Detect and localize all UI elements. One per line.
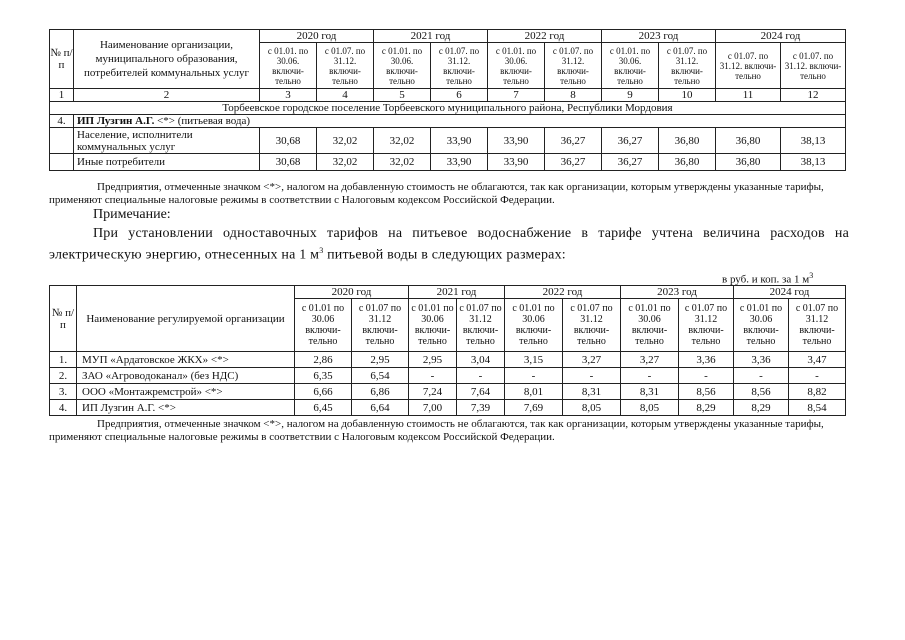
tariff-value: 33,90	[431, 154, 488, 171]
cost-value: 6,35	[295, 368, 352, 384]
header-period: с 01.01 по 30.06 включи-тельно	[621, 299, 679, 352]
column-number: 12	[781, 89, 846, 102]
column-number: 4	[317, 89, 374, 102]
cost-value: -	[505, 368, 563, 384]
header-period: с 01.07 по 31.12 включи-тельно	[679, 299, 734, 352]
column-number: 9	[602, 89, 659, 102]
header-period: с 01.07 по 31.12 включи-тельно	[352, 299, 409, 352]
header-num: № п/п	[50, 286, 77, 352]
cost-value: 2,95	[409, 352, 457, 368]
tariff-value: 38,13	[781, 128, 846, 154]
header-period: с 01.01 по 30.06 включи-тельно	[505, 299, 563, 352]
header-period: с 01.07 по 31.12 включи-тельно	[563, 299, 621, 352]
org-name: ИП Лузгин А.Г.	[77, 115, 155, 127]
column-number: 2	[74, 89, 260, 102]
row-label: Население, исполнители коммунальных услуг	[74, 128, 260, 154]
cost-value: 3,27	[563, 352, 621, 368]
tariff-value: 30,68	[260, 154, 317, 171]
cost-value: -	[409, 368, 457, 384]
header-period: с 01.01 по 30.06 включи-тельно	[409, 299, 457, 352]
header-period: с 01.01. по 30.06. включи-тельно	[488, 43, 545, 89]
column-number: 5	[374, 89, 431, 102]
cost-value: 8,82	[789, 384, 846, 400]
cost-value: 8,01	[505, 384, 563, 400]
header-org: Наименование организации, муниципального образования, потребителей коммунальных услуг	[74, 30, 260, 89]
header-year: 2020 год	[295, 286, 409, 299]
tariff-value: 32,02	[317, 128, 374, 154]
row-label: Иные потребители	[74, 154, 260, 171]
cost-value: 8,56	[679, 384, 734, 400]
tariff-value: 38,13	[781, 154, 846, 171]
cost-value: 3,47	[789, 352, 846, 368]
org-suffix: <*> (питьевая вода)	[154, 115, 251, 127]
header-year: 2021 год	[409, 286, 505, 299]
header-year: 2023 год	[602, 30, 716, 43]
cost-value: 7,39	[457, 400, 505, 416]
column-number: 7	[488, 89, 545, 102]
tariff-value: 36,27	[602, 128, 659, 154]
tariff-value: 36,80	[716, 154, 781, 171]
header-period: с 01.07. по 31.12. включи-тельно	[545, 43, 602, 89]
tariff-value: 33,90	[431, 128, 488, 154]
cost-value: 7,69	[505, 400, 563, 416]
header-period: с 01.07. по 31.12. включи-тельно	[659, 43, 716, 89]
tariff-value: 36,27	[602, 154, 659, 171]
cost-value: 3,36	[734, 352, 789, 368]
header-year: 2022 год	[505, 286, 621, 299]
tariff-value: 36,80	[659, 128, 716, 154]
org-name: ЗАО «Агроводоканал» (без НДС)	[77, 368, 295, 384]
cost-value: -	[621, 368, 679, 384]
footnote-1: Предприятия, отмеченные значком <*>, налогом на добавленную стоимость не облагаются, так как организации, которым утверждены указанные тарифы, применяют специальные налоговые режимы в соответствии с Налоговым кодексом Российской Федерации.	[49, 181, 824, 206]
header-period: с 01.01. по 30.06. включи-тельно	[602, 43, 659, 89]
cost-value: -	[563, 368, 621, 384]
cost-value: 3,15	[505, 352, 563, 368]
unit-label: в руб. и коп. за 1 $м^3$	[722, 271, 814, 286]
row-number: 1.	[50, 352, 77, 368]
cost-value: 7,24	[409, 384, 457, 400]
cost-value: 7,00	[409, 400, 457, 416]
table-row	[50, 400, 846, 416]
row-number: 4.	[50, 400, 77, 416]
column-number: 8	[545, 89, 602, 102]
cost-value: 6,64	[352, 400, 409, 416]
cost-value: 6,86	[352, 384, 409, 400]
cost-value: 8,31	[621, 384, 679, 400]
cost-value: 6,54	[352, 368, 409, 384]
cost-value: 3,27	[621, 352, 679, 368]
row-number: 3.	[50, 384, 77, 400]
note-paragraph: При установлении одноставочных тарифов на питьевое водоснабжение в тарифе учтена величина расходов на электрическую энергию, отнесенных на 1 $м^3$ питьевой воды в следующих размерах:	[49, 226, 849, 263]
cost-value: 8,29	[734, 400, 789, 416]
header-year: 2020 год	[260, 30, 374, 43]
tariff-table	[49, 29, 846, 171]
tariff-value: 36,27	[545, 154, 602, 171]
org-row	[74, 115, 846, 128]
tariff-value: 36,80	[659, 154, 716, 171]
tariff-value: 33,90	[488, 128, 545, 154]
cost-value: 3,04	[457, 352, 505, 368]
column-number: 3	[260, 89, 317, 102]
tariff-value: 32,02	[317, 154, 374, 171]
cost-value: 2,95	[352, 352, 409, 368]
cost-value: -	[734, 368, 789, 384]
org-name: ИП Лузгин А.Г. <*>	[77, 400, 295, 416]
cost-value: 8,56	[734, 384, 789, 400]
table-row	[50, 368, 846, 384]
header-num: № п/п	[50, 30, 74, 89]
header-period: с 01.07 по 31.12 включи-тельно	[457, 299, 505, 352]
header-year: 2023 год	[621, 286, 734, 299]
header-period: с 01.01. по 30.06. включи-тельно	[260, 43, 317, 89]
header-period: с 01.01 по 30.06 включи-тельно	[295, 299, 352, 352]
cost-value: 2,86	[295, 352, 352, 368]
column-number: 10	[659, 89, 716, 102]
header-period: с 01.01 по 30.06 включи-тельно	[734, 299, 789, 352]
column-number: 6	[431, 89, 488, 102]
header-year: 2021 год	[374, 30, 488, 43]
cost-value: 6,45	[295, 400, 352, 416]
cost-value: 8,31	[563, 384, 621, 400]
table-row	[50, 352, 846, 368]
org-number: 4.	[50, 115, 74, 128]
tariff-value: 36,27	[545, 128, 602, 154]
header-year: 2024 год	[734, 286, 846, 299]
cost-value: 7,64	[457, 384, 505, 400]
tariff-value: 32,02	[374, 128, 431, 154]
header-period: с 01.07 по 31.12 включи-тельно	[789, 299, 846, 352]
tariff-value: 36,80	[716, 128, 781, 154]
tariff-value: 33,90	[488, 154, 545, 171]
row-number: 2.	[50, 368, 77, 384]
cost-value: -	[457, 368, 505, 384]
header-period: с 01.07. по 31.12. включи-тельно	[317, 43, 374, 89]
org-name: МУП «Ардатовское ЖКХ» <*>	[77, 352, 295, 368]
cost-value: -	[679, 368, 734, 384]
header-period: с 01.07. по 31.12. включи-тельно	[781, 43, 846, 89]
header-period: с 01.01. по 30.06. включи-тельно	[374, 43, 431, 89]
cost-value: 3,36	[679, 352, 734, 368]
header-period: с 01.07. по 31.12. включи-тельно	[716, 43, 781, 89]
column-number: 11	[716, 89, 781, 102]
header-year: 2024 год	[716, 30, 846, 43]
table-row	[50, 384, 846, 400]
column-number: 1	[50, 89, 74, 102]
header-period: с 01.07. по 31.12. включи-тельно	[431, 43, 488, 89]
cost-value: 6,66	[295, 384, 352, 400]
cost-value: 8,29	[679, 400, 734, 416]
org-name: ООО «Монтажремстрой» <*>	[77, 384, 295, 400]
header-org: Наименование регулируемой организации	[77, 286, 295, 352]
cost-value: -	[789, 368, 846, 384]
cost-value: 8,05	[621, 400, 679, 416]
tariff-value: 32,02	[374, 154, 431, 171]
footnote-2: Предприятия, отмеченные значком <*>, налогом на добавленную стоимость не облагаются, так как организации, которым утверждены указанные тарифы, применяют специальные налоговые режимы в соответствии с Налоговым кодексом Российской Федерации.	[49, 418, 824, 443]
note-heading: Примечание:	[93, 207, 171, 222]
header-year: 2022 год	[488, 30, 602, 43]
cost-value: 8,05	[563, 400, 621, 416]
tariff-value: 30,68	[260, 128, 317, 154]
cost-value: 8,54	[789, 400, 846, 416]
region-row: Торбеевское городское поселение Торбеевского муниципального района, Республики Мордовия	[50, 102, 846, 115]
electricity-cost-table	[49, 285, 846, 416]
